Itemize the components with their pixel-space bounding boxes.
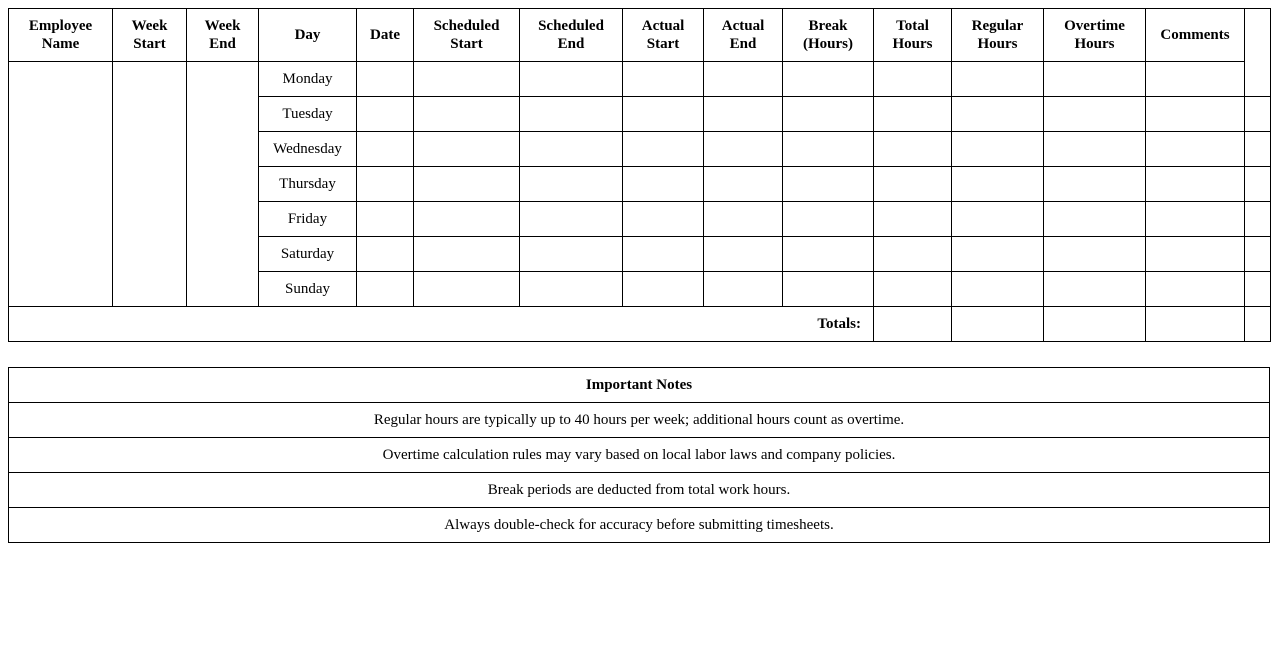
regular-hours-cell[interactable]	[952, 62, 1044, 97]
regular-hours-cell[interactable]	[952, 272, 1044, 307]
comments-cell[interactable]	[1146, 202, 1245, 237]
scheduled-end-cell[interactable]	[520, 237, 623, 272]
note-item: Break periods are deducted from total work hours.	[9, 473, 1270, 508]
total-hours-cell[interactable]	[874, 272, 952, 307]
comments-cell[interactable]	[1146, 237, 1245, 272]
header-employee-name: Employee Name	[9, 9, 113, 62]
totals-comments-cell[interactable]	[1146, 307, 1245, 342]
important-notes-table	[8, 367, 1270, 543]
scheduled-start-cell[interactable]	[414, 167, 520, 202]
header-break-hours: Break (Hours)	[783, 9, 874, 62]
actual-start-cell[interactable]	[623, 97, 704, 132]
header-comments: Comments	[1146, 9, 1245, 62]
note-item: Regular hours are typically up to 40 hours per week; additional hours count as overtime.	[9, 403, 1270, 438]
scheduled-start-cell[interactable]	[414, 237, 520, 272]
actual-end-cell[interactable]	[704, 97, 783, 132]
break-hours-cell[interactable]	[783, 237, 874, 272]
overtime-hours-cell[interactable]	[1044, 202, 1146, 237]
break-hours-cell[interactable]	[783, 202, 874, 237]
timesheet-table	[8, 8, 1271, 342]
totals-total-hours-cell[interactable]	[874, 307, 952, 342]
note-item: Overtime calculation rules may vary based on local labor laws and company policies.	[9, 438, 1270, 473]
overtime-hours-cell[interactable]	[1044, 237, 1146, 272]
important-notes-container	[8, 367, 1270, 543]
scheduled-end-cell[interactable]	[520, 97, 623, 132]
actual-end-cell[interactable]	[704, 237, 783, 272]
date-cell[interactable]	[357, 132, 414, 167]
totals-extra-cell	[1245, 307, 1271, 342]
scheduled-start-cell[interactable]	[414, 272, 520, 307]
regular-hours-cell[interactable]	[952, 237, 1044, 272]
extra-cell	[1245, 132, 1271, 167]
week-start-cell[interactable]	[113, 62, 187, 307]
total-hours-cell[interactable]	[874, 62, 952, 97]
actual-end-cell[interactable]	[704, 167, 783, 202]
notes-header-row	[9, 368, 1270, 403]
break-hours-cell[interactable]	[783, 62, 874, 97]
header-overtime-hours: Overtime Hours	[1044, 9, 1146, 62]
comments-cell[interactable]	[1146, 62, 1245, 97]
note-row	[9, 438, 1270, 473]
extra-cell	[1245, 237, 1271, 272]
extra-cell	[1245, 272, 1271, 307]
date-cell[interactable]	[357, 202, 414, 237]
overtime-hours-cell[interactable]	[1044, 272, 1146, 307]
day-cell: Wednesday	[259, 132, 357, 167]
overtime-hours-cell[interactable]	[1044, 97, 1146, 132]
date-cell[interactable]	[357, 62, 414, 97]
comments-cell[interactable]	[1146, 132, 1245, 167]
day-cell: Sunday	[259, 272, 357, 307]
regular-hours-cell[interactable]	[952, 132, 1044, 167]
day-cell: Thursday	[259, 167, 357, 202]
employee-name-cell[interactable]	[9, 62, 113, 307]
header-total-hours: Total Hours	[874, 9, 952, 62]
actual-start-cell[interactable]	[623, 167, 704, 202]
actual-start-cell[interactable]	[623, 237, 704, 272]
header-regular-hours: Regular Hours	[952, 9, 1044, 62]
date-cell[interactable]	[357, 237, 414, 272]
total-hours-cell[interactable]	[874, 132, 952, 167]
header-week-start: Week Start	[113, 9, 187, 62]
scheduled-end-cell[interactable]	[520, 272, 623, 307]
totals-overtime-hours-cell[interactable]	[1044, 307, 1146, 342]
actual-start-cell[interactable]	[623, 132, 704, 167]
actual-end-cell[interactable]	[704, 202, 783, 237]
scheduled-end-cell[interactable]	[520, 62, 623, 97]
extra-cell	[1245, 202, 1271, 237]
regular-hours-cell[interactable]	[952, 202, 1044, 237]
comments-cell[interactable]	[1146, 167, 1245, 202]
actual-end-cell[interactable]	[704, 132, 783, 167]
scheduled-end-cell[interactable]	[520, 202, 623, 237]
extra-cell	[1245, 167, 1271, 202]
header-date: Date	[357, 9, 414, 62]
actual-start-cell[interactable]	[623, 62, 704, 97]
break-hours-cell[interactable]	[783, 272, 874, 307]
scheduled-start-cell[interactable]	[414, 97, 520, 132]
header-row	[9, 9, 1271, 62]
totals-row	[9, 307, 1271, 342]
comments-cell[interactable]	[1146, 97, 1245, 132]
notes-title: Important Notes	[9, 368, 1270, 403]
regular-hours-cell[interactable]	[952, 167, 1044, 202]
break-hours-cell[interactable]	[783, 167, 874, 202]
day-cell: Saturday	[259, 237, 357, 272]
comments-cell[interactable]	[1146, 272, 1245, 307]
total-hours-cell[interactable]	[874, 237, 952, 272]
note-row	[9, 403, 1270, 438]
table-row	[9, 62, 1271, 97]
scheduled-end-cell[interactable]	[520, 167, 623, 202]
actual-start-cell[interactable]	[623, 202, 704, 237]
header-scheduled-end: Scheduled End	[520, 9, 623, 62]
day-cell: Tuesday	[259, 97, 357, 132]
timesheet-table-container	[8, 8, 1270, 342]
overtime-hours-cell[interactable]	[1044, 132, 1146, 167]
break-hours-cell[interactable]	[783, 97, 874, 132]
scheduled-start-cell[interactable]	[414, 132, 520, 167]
overtime-hours-cell[interactable]	[1044, 167, 1146, 202]
note-item: Always double-check for accuracy before submitting timesheets.	[9, 508, 1270, 543]
scheduled-start-cell[interactable]	[414, 202, 520, 237]
actual-end-cell[interactable]	[704, 272, 783, 307]
header-week-end: Week End	[187, 9, 259, 62]
total-hours-cell[interactable]	[874, 97, 952, 132]
header-actual-end: Actual End	[704, 9, 783, 62]
header-extra-column	[1245, 9, 1271, 97]
break-hours-cell[interactable]	[783, 132, 874, 167]
totals-label: Totals:	[9, 307, 874, 342]
regular-hours-cell[interactable]	[952, 97, 1044, 132]
day-cell: Friday	[259, 202, 357, 237]
header-scheduled-start: Scheduled Start	[414, 9, 520, 62]
actual-end-cell[interactable]	[704, 62, 783, 97]
extra-cell	[1245, 97, 1271, 132]
day-cell: Monday	[259, 62, 357, 97]
note-row	[9, 508, 1270, 543]
total-hours-cell[interactable]	[874, 167, 952, 202]
totals-regular-hours-cell[interactable]	[952, 307, 1044, 342]
header-actual-start: Actual Start	[623, 9, 704, 62]
week-end-cell[interactable]	[187, 62, 259, 307]
total-hours-cell[interactable]	[874, 202, 952, 237]
date-cell[interactable]	[357, 97, 414, 132]
date-cell[interactable]	[357, 272, 414, 307]
scheduled-start-cell[interactable]	[414, 62, 520, 97]
header-day: Day	[259, 9, 357, 62]
scheduled-end-cell[interactable]	[520, 132, 623, 167]
overtime-hours-cell[interactable]	[1044, 62, 1146, 97]
note-row	[9, 473, 1270, 508]
actual-start-cell[interactable]	[623, 272, 704, 307]
date-cell[interactable]	[357, 167, 414, 202]
